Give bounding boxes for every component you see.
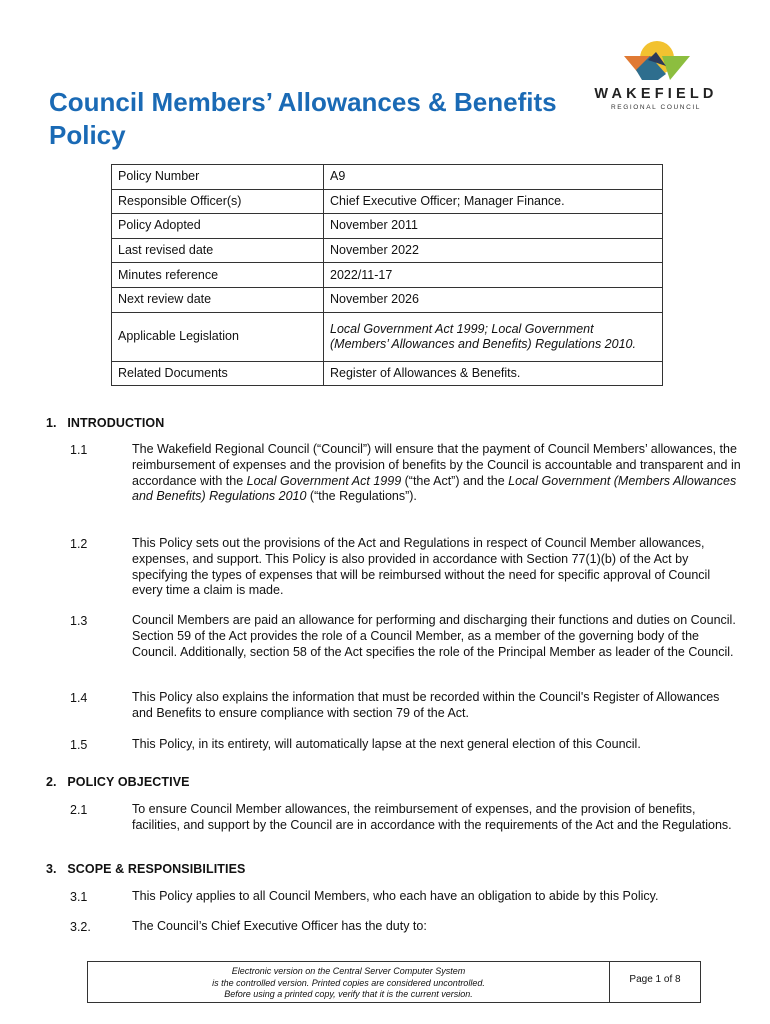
table-row [112,238,663,263]
clause-number: 3.1 [70,890,88,904]
meta-value: Chief Executive Officer; Manager Finance. [324,189,663,214]
section-heading-scope: 3. SCOPE & RESPONSIBILITIES [46,862,246,876]
table-row [112,189,663,214]
table-row [112,165,663,190]
section-heading-introduction: 1. INTRODUCTION [46,416,165,430]
clause-1-5: This Policy, in its entirety, will automatically lapse at the next general election of this Council. [132,737,641,751]
table-row [112,287,663,312]
table-row [112,214,663,239]
meta-value: November 2026 [324,287,663,312]
policy-info-table [111,164,663,386]
clause-number: 1.4 [70,691,88,705]
page-title: Council Members’ Allowances & Benefits Policy [49,87,557,150]
clause-number: 3.2. [70,920,91,934]
meta-key: Minutes reference [112,263,324,288]
meta-key: Related Documents [112,361,324,386]
clause-2-1: To ensure Council Member allowances, the reimbursement of expenses, and the provision of benefits, facilities, and support by the Council are in accordance with the requirements of the Act and the Regulations. [132,802,732,832]
council-logo [580,38,732,118]
table-row [112,263,663,288]
logo-name: WAKEFIELD [594,86,718,102]
clause-3-2: The Council’s Chief Executive Officer has the duty to: [132,919,427,933]
page-number: Page 1 of 8 [629,974,681,985]
meta-key: Policy Number [112,165,324,190]
meta-value: Local Government Act 1999; Local Government (Members’ Allowances and Benefits) Regulations 2010. [324,312,663,361]
meta-key: Applicable Legislation [112,312,324,361]
logo-subtitle: REGIONAL COUNCIL [610,104,701,111]
footer-notice: Electronic version on the Central Server Computer System is the controlled version. Printed copies are considered uncontrolled. Before using a printed copy, verify that it is the current version. [88,962,610,1002]
logo-emblem-icon [622,38,692,82]
table-row [112,312,663,361]
clause-1-4: This Policy also explains the information that must be recorded within the Council's Register of Allowances and Benefits to ensure compliance with section 79 of the Act. [132,690,720,720]
clause-number: 1.1 [70,443,88,457]
meta-value: November 2011 [324,214,663,239]
meta-value: November 2022 [324,238,663,263]
clause-1-3: Council Members are paid an allowance for performing and discharging their functions and duties on Council. Section 59 of the Act provides the role of a Council Member, as a member of the governing body of the Council. Additionally, section 58 of the Act specifies the role of the Principal Member as leader of the Council. [132,613,736,659]
meta-value: 2022/11-17 [324,263,663,288]
section-heading-policy-objective: 2. POLICY OBJECTIVE [46,775,190,789]
meta-value: Register of Allowances & Benefits. [324,361,663,386]
meta-key: Last revised date [112,238,324,263]
clause-1-2: This Policy sets out the provisions of the Act and Regulations in respect of Council Member allowances, expenses, and support. This Policy is also provided in accordance with Section 77(1)(b) of the Act by specifying the types of expenses that will be reimbursed without the need for specific approval of Council every time a claim is made. [132,536,711,598]
document-footer [87,961,701,1003]
clause-number: 2.1 [70,803,88,817]
clause-number: 1.2 [70,537,88,551]
meta-key: Responsible Officer(s) [112,189,324,214]
meta-value: A9 [324,165,663,190]
meta-key: Next review date [112,287,324,312]
table-row [112,361,663,386]
clause-1-1: The Wakefield Regional Council (“Council”) will ensure that the payment of Council Members’ allowances, the reimbursement of expenses and the provision of benefits by the Council is accountable and transparent and in accordance with the Local Government Act 1999 (“the Act”) and the Local Government (Members Allowances and Benefits) Regulations 2010 (“the Regulations”). [132,442,741,504]
clause-3-1: This Policy applies to all Council Members, who each have an obligation to abide by this Policy. [132,889,659,903]
clause-number: 1.3 [70,614,88,628]
meta-key: Policy Adopted [112,214,324,239]
clause-number: 1.5 [70,738,88,752]
